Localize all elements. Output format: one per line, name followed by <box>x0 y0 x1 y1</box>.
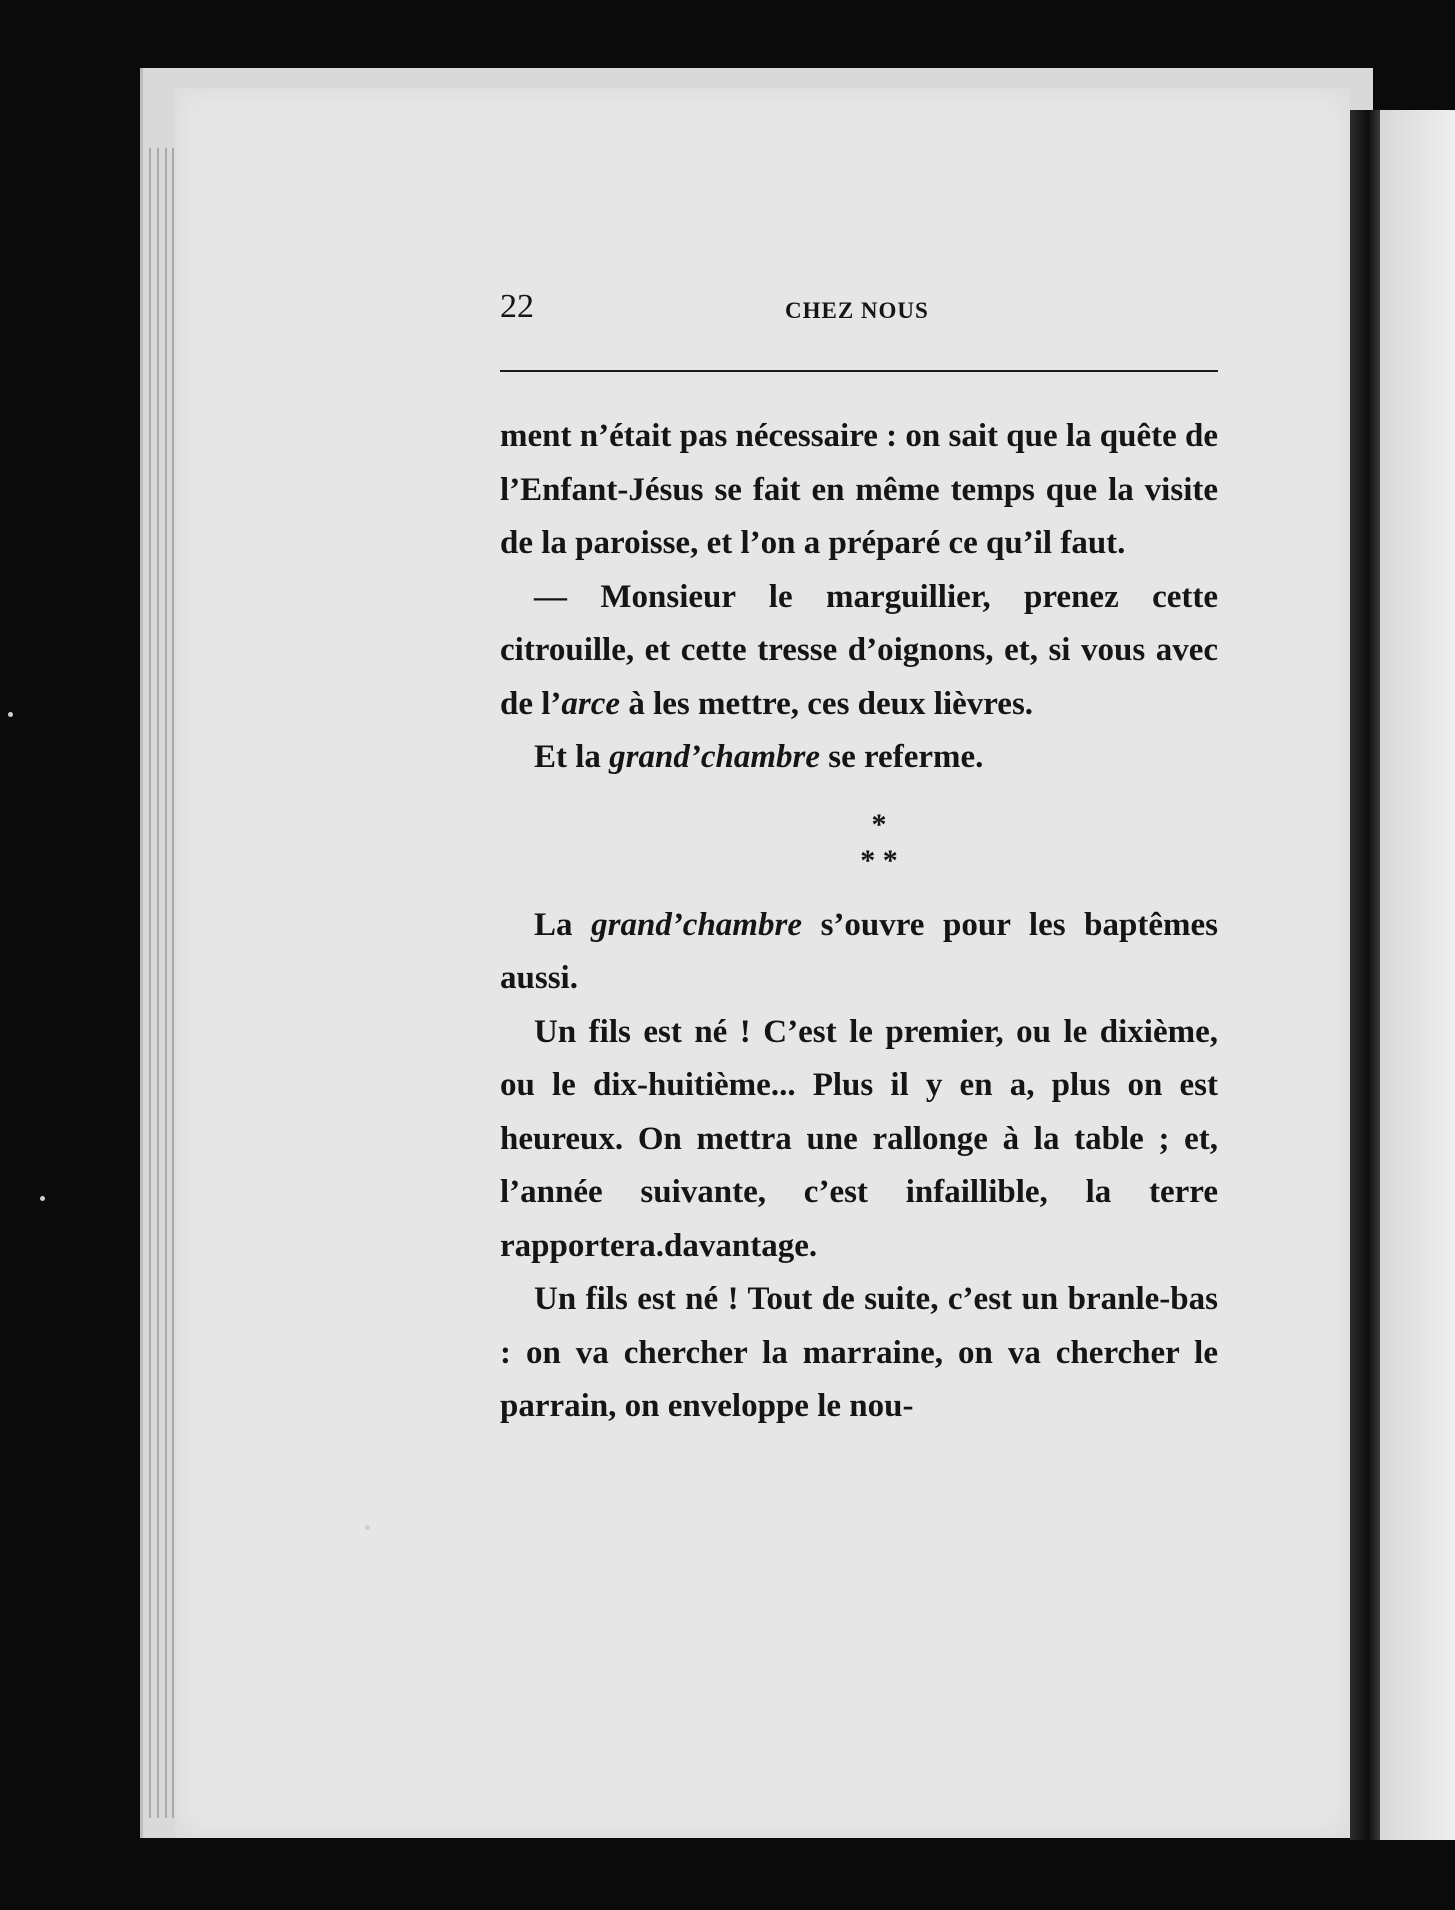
text-run: se referme. <box>820 739 984 775</box>
header-rule <box>500 370 1218 372</box>
text-run: — Monsieur le marguillier, prenez cette citrouille, et cette tresse d’oignons, et, si vous avec de l’ <box>500 578 1218 722</box>
paragraph <box>500 731 1218 785</box>
scan-speck <box>365 1525 370 1530</box>
asterism-bottom: * * <box>860 843 898 877</box>
page-edge-line <box>157 148 159 1818</box>
scan-speck <box>8 712 13 717</box>
text-run: s’ouvre pour les baptêmes aussi. <box>500 906 1218 996</box>
running-head <box>500 280 1218 340</box>
section-asterism <box>500 807 1218 879</box>
text-run: à les mettre, ces deux lièvres. <box>620 685 1034 722</box>
italic-text: grand’chambre <box>591 906 802 943</box>
page-edge-line <box>172 148 174 1818</box>
italic-text: arce <box>561 685 621 722</box>
paragraph <box>500 571 1218 732</box>
asterism-top: * <box>871 807 887 841</box>
page-number: 22 <box>500 288 534 325</box>
page-edge-line <box>149 148 151 1818</box>
paragraph <box>500 899 1218 1006</box>
scan-speck <box>40 1196 45 1201</box>
paragraph: ment n’était pas nécessaire : on sait que la quête de l’Enfant-Jésus se fait en même temps que la visite de la paroisse, et l’on a préparé ce qu’il faut. <box>500 418 1219 561</box>
paragraph: Un fils est né ! Tout de suite, c’est un branle-bas : on va chercher la marraine, on va chercher le parrain, on enveloppe le nou- <box>500 1281 1218 1424</box>
facing-page-edge <box>1380 110 1455 1840</box>
running-title: CHEZ NOUS <box>785 298 929 323</box>
book-binding <box>1350 110 1380 1840</box>
italic-text: grand’chambre <box>609 739 821 775</box>
text-run: Et la <box>534 739 610 775</box>
text-run: La <box>534 906 592 943</box>
paragraph: Un fils est né ! C’est le premier, ou le dixième, ou le dix-huitième... Plus il y en a, plus on est heureux. On mettra une rallonge à la table ; et, l’année suivante, c’est infaillible, la terre rapportera.davantage. <box>500 1013 1218 1264</box>
page-edge-line <box>165 148 167 1818</box>
page-text-block <box>500 280 1219 1424</box>
body-text <box>500 410 1218 1434</box>
